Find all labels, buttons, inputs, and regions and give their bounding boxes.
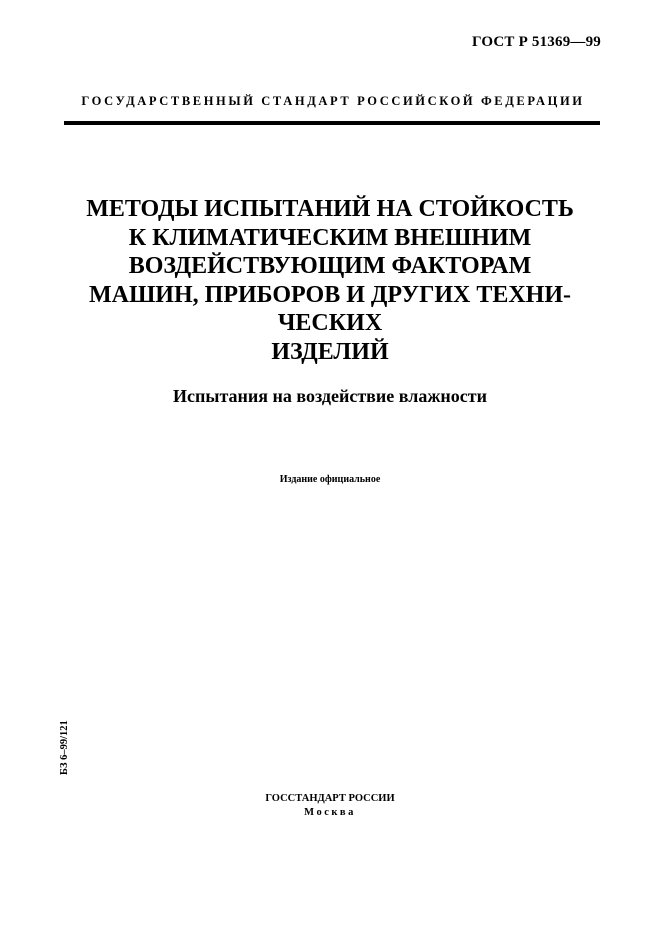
header-rule xyxy=(64,121,600,125)
edition-label: Издание официальное xyxy=(279,474,381,485)
title-line: ИЗДЕЛИЙ xyxy=(271,338,389,365)
title-line: ВОЗДЕЙСТВУЮЩИМ ФАКТОРАМ xyxy=(128,253,532,279)
title-line: МЕТОДЫ ИСПЫТАНИЙ НА СТОЙКОСТЬ xyxy=(86,196,574,222)
document-code: ГОСТ Р 51369—99 xyxy=(471,34,601,50)
standard-header: ГОСУДАРСТВЕННЫЙ СТАНДАРТ РОССИЙСКОЙ ФЕДЕРАЦИИ xyxy=(81,94,585,108)
publisher-city: Москва xyxy=(304,807,356,818)
title-line: ЧЕСКИХ xyxy=(277,310,383,336)
document-subtitle: Испытания на воздействие влажности xyxy=(173,386,487,406)
title-line: К КЛИМАТИЧЕСКИМ ВНЕШНИМ xyxy=(128,224,532,251)
title-line: МАШИН, ПРИБОРОВ И ДРУГИХ ТЕХНИ- xyxy=(88,281,572,308)
side-code: БЗ 6–99/121 xyxy=(59,720,70,775)
publisher-name: ГОССТАНДАРТ РОССИИ xyxy=(265,793,395,804)
document-title xyxy=(40,195,620,366)
